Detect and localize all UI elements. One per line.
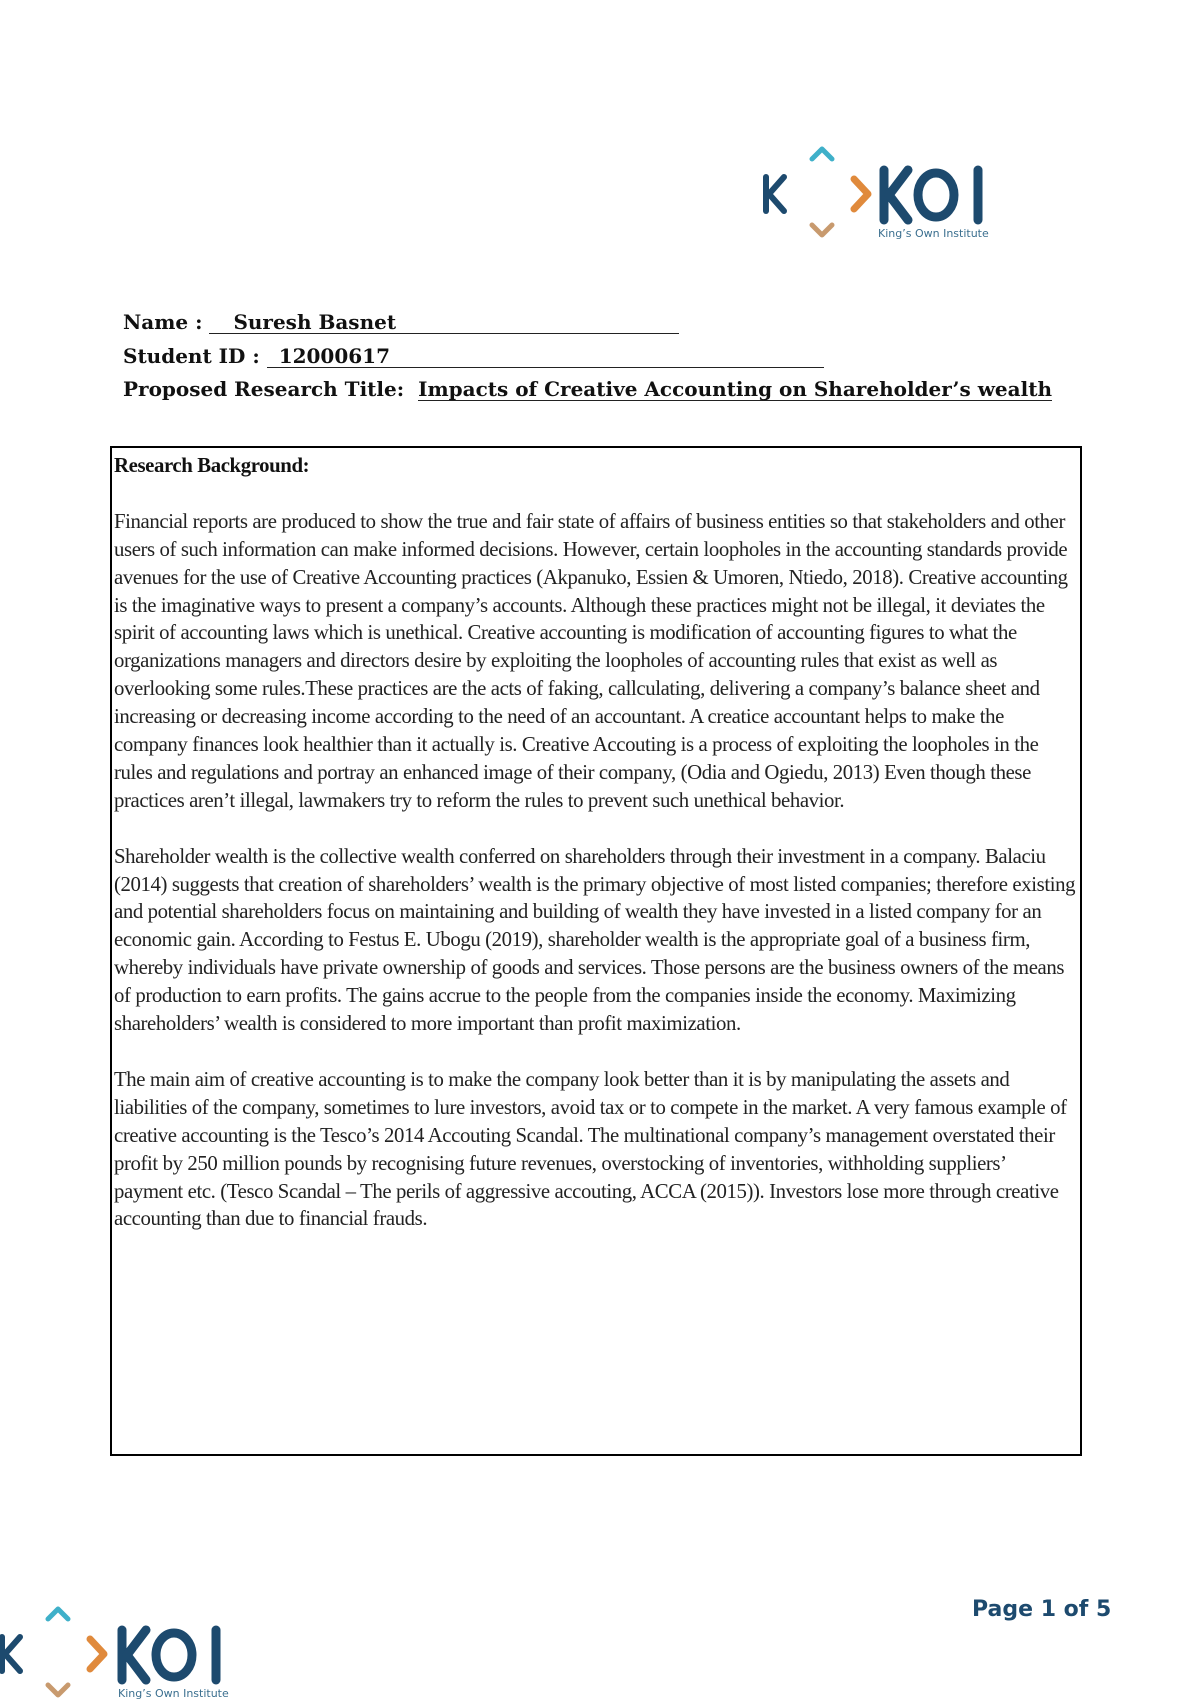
koi-tagline: King’s Own Institute — [878, 227, 989, 240]
research-paragraph: Financial reports are produced to show the true and fair state of affairs of business entities so that stakeholders and other users of such information can make informed decisions. However, certain loopholes in the accounting standards provide avenues for the use of Creative Accounting practices (Akpanuko, Essien & Umoren, Ntiedo, 2018). Creative accounting is the imaginative ways to present a company’s accounts. Although these practices might not be illegal, it deviates the spirit of accounting laws which is unethical. Creative accounting is modification of accounting figures to what the organizations managers and directors desire by exploiting the loopholes of accounting rules that exist as well as overlooking some rules.These practices are the acts of faking, callculating, delivering a company’s balance sheet and increasing or decreasing income according to the need of an accountant. A creatice accountant helps to make the company finances look healthier than it actually is. Creative Accouting is a process of exploiting the loopholes in the rules and regulations and portray an enhanced image of their company, (Odia and Ogiedu, 2013) Even though these practices aren’t illegal, lawmakers try to reform the rules to prevent such unethical behavior. — [114, 509, 1068, 812]
chevron-up-icon — [812, 149, 832, 159]
research-title-label: Proposed Research Title: — [123, 377, 405, 401]
koi-logo-footer — [0, 1603, 250, 1703]
chevron-right-icon — [854, 179, 868, 209]
koi-logo-header — [758, 143, 1008, 243]
name-label: Name : — [123, 310, 210, 334]
research-title-row — [123, 377, 1052, 401]
page-number: Page 1 of 5 — [972, 1597, 1112, 1622]
research-title-value: Impacts of Creative Accounting on Shareholder’s wealth — [418, 377, 1052, 401]
research-background-heading: Research Background: — [114, 454, 310, 477]
name-row — [123, 310, 679, 334]
research-paragraph: The main aim of creative accounting is to make the company look better than it is by manipulating the assets and liabilities of the company, sometimes to lure investors, avoid tax or to compete in the market. A very famous example of creative accounting is the Tesco’s 2014 Accouting Scandal. The multinational company’s management overstated their profit by 250 million pounds by recognising future revenues, overstocking of inventories, withholding suppliers’ payment etc. (Tesco Scandal – The perils of aggressive accouting, ACCA (2015)). Investors lose more through creative accounting than due to financial frauds. — [114, 1067, 1067, 1231]
chevron-right-icon — [90, 1639, 104, 1669]
koi-tagline: King’s Own Institute — [118, 1687, 229, 1700]
student-id-label: Student ID : — [123, 344, 267, 368]
research-paragraph: Shareholder wealth is the collective wealth conferred on shareholders through their investment in a company. Balaciu (2014) suggests that creation of shareholders’ wealth is the primary objective of most listed companies; therefore existing and potential shareholders focus on maintaining and building of wealth they have invested in a listed company for an economic gain. According to Festus E. Ubogu (2019), shareholder wealth is the appropriate goal of a business firm, whereby individuals have private ownership of goods and services. Those persons are the business owners of the means of production to earn profits. The gains accrue to the people from the companies inside the economy. Maximizing shareholders’ wealth is considered to more important than profit maximization. — [114, 844, 1076, 1036]
koi-logo-graphic — [758, 143, 1008, 243]
chevron-down-icon — [48, 1685, 68, 1695]
student-id-value: 12000617 — [267, 346, 824, 368]
research-background-box — [110, 446, 1082, 1456]
koi-logo-graphic — [0, 1603, 250, 1703]
name-value: Suresh Basnet — [209, 312, 679, 334]
chevron-up-icon — [48, 1609, 68, 1619]
student-id-row — [123, 344, 824, 368]
chevron-down-icon — [812, 225, 832, 235]
